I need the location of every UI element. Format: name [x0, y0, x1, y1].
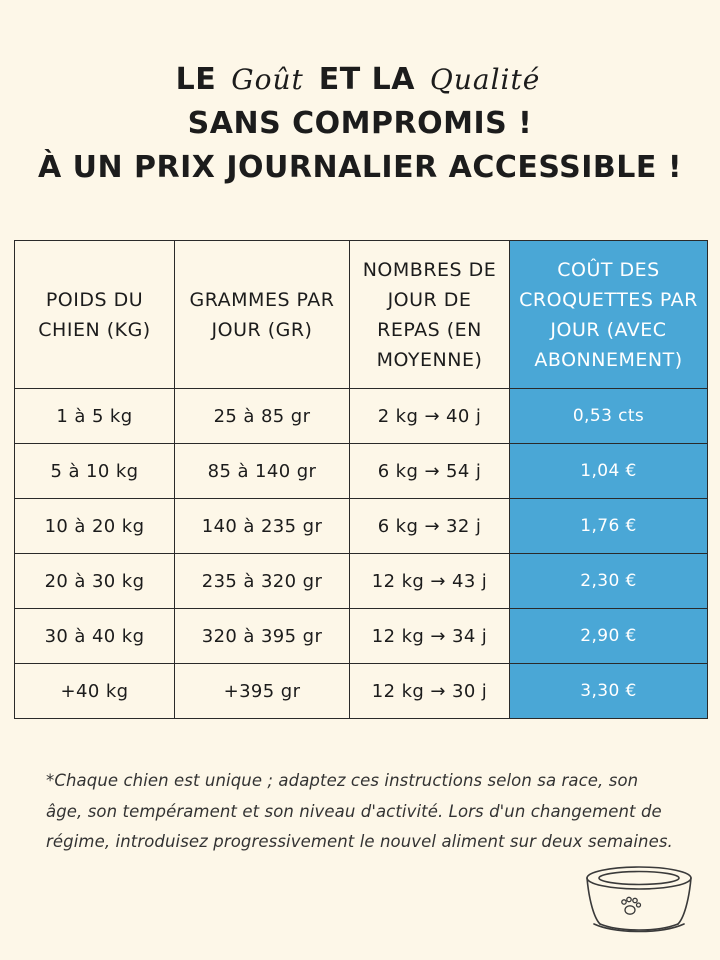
cell-dog-weight: 10 à 20 kg: [15, 499, 175, 554]
headline-line-3: À UN PRIX JOURNALIER ACCESSIBLE !: [37, 150, 683, 185]
table-header-row: [15, 241, 708, 389]
cell-grams-per-day: +395 gr: [175, 664, 350, 719]
header-dog-weight: POIDS DU CHIEN (KG): [15, 241, 175, 389]
footnote: *Chaque chien est unique ; adaptez ces instructions selon sa race, son âge, son tempérament et son niveau d'activité. Lors d'un changement de régime, introduisez progressivement le nouvel aliment sur deux semaines.: [46, 771, 673, 851]
headline-qualite-script: Qualité: [429, 63, 541, 96]
cell-daily-cost: 2,30 €: [510, 554, 708, 609]
cell-daily-cost: 1,04 €: [510, 444, 708, 499]
paw-print-icon: [622, 897, 641, 914]
cell-grams-per-day: 85 à 140 gr: [175, 444, 350, 499]
headline: [0, 58, 720, 190]
headline-line-2: SANS COMPROMIS !: [187, 106, 533, 141]
headline-le: LE: [175, 62, 217, 97]
cell-days-of-meals: 6 kg → 54 j: [350, 444, 510, 499]
cell-dog-weight: +40 kg: [15, 664, 175, 719]
price-table: [14, 240, 708, 719]
cell-dog-weight: 5 à 10 kg: [15, 444, 175, 499]
cell-grams-per-day: 320 à 395 gr: [175, 609, 350, 664]
table-row: [15, 444, 708, 499]
cell-grams-per-day: 25 à 85 gr: [175, 389, 350, 444]
headline-et-la: ET LA: [318, 62, 415, 97]
header-daily-cost: COÛT DES CROQUETTES PAR JOUR (AVEC ABONNEMENT): [510, 241, 708, 389]
table-row: [15, 554, 708, 609]
cell-dog-weight: 30 à 40 kg: [15, 609, 175, 664]
cell-daily-cost: 3,30 €: [510, 664, 708, 719]
headline-line-1: [0, 58, 720, 102]
cell-dog-weight: 20 à 30 kg: [15, 554, 175, 609]
cell-days-of-meals: 12 kg → 43 j: [350, 554, 510, 609]
headline-gout-script: Goût: [231, 63, 304, 96]
cell-daily-cost: 0,53 cts: [510, 389, 708, 444]
cell-days-of-meals: 2 kg → 40 j: [350, 389, 510, 444]
cell-daily-cost: 1,76 €: [510, 499, 708, 554]
cell-days-of-meals: 12 kg → 34 j: [350, 609, 510, 664]
header-days-of-meals: NOMBRES DE JOUR DE REPAS (EN MOYENNE): [350, 241, 510, 389]
cell-grams-per-day: 235 à 320 gr: [175, 554, 350, 609]
table-row: [15, 389, 708, 444]
table-row: [15, 664, 708, 719]
cell-dog-weight: 1 à 5 kg: [15, 389, 175, 444]
table-row: [15, 609, 708, 664]
cell-grams-per-day: 140 à 235 gr: [175, 499, 350, 554]
dog-bowl-icon: [580, 862, 698, 934]
cell-days-of-meals: 6 kg → 32 j: [350, 499, 510, 554]
cell-days-of-meals: 12 kg → 30 j: [350, 664, 510, 719]
cell-daily-cost: 2,90 €: [510, 609, 708, 664]
table-row: [15, 499, 708, 554]
header-grams-per-day: GRAMMES PAR JOUR (GR): [175, 241, 350, 389]
